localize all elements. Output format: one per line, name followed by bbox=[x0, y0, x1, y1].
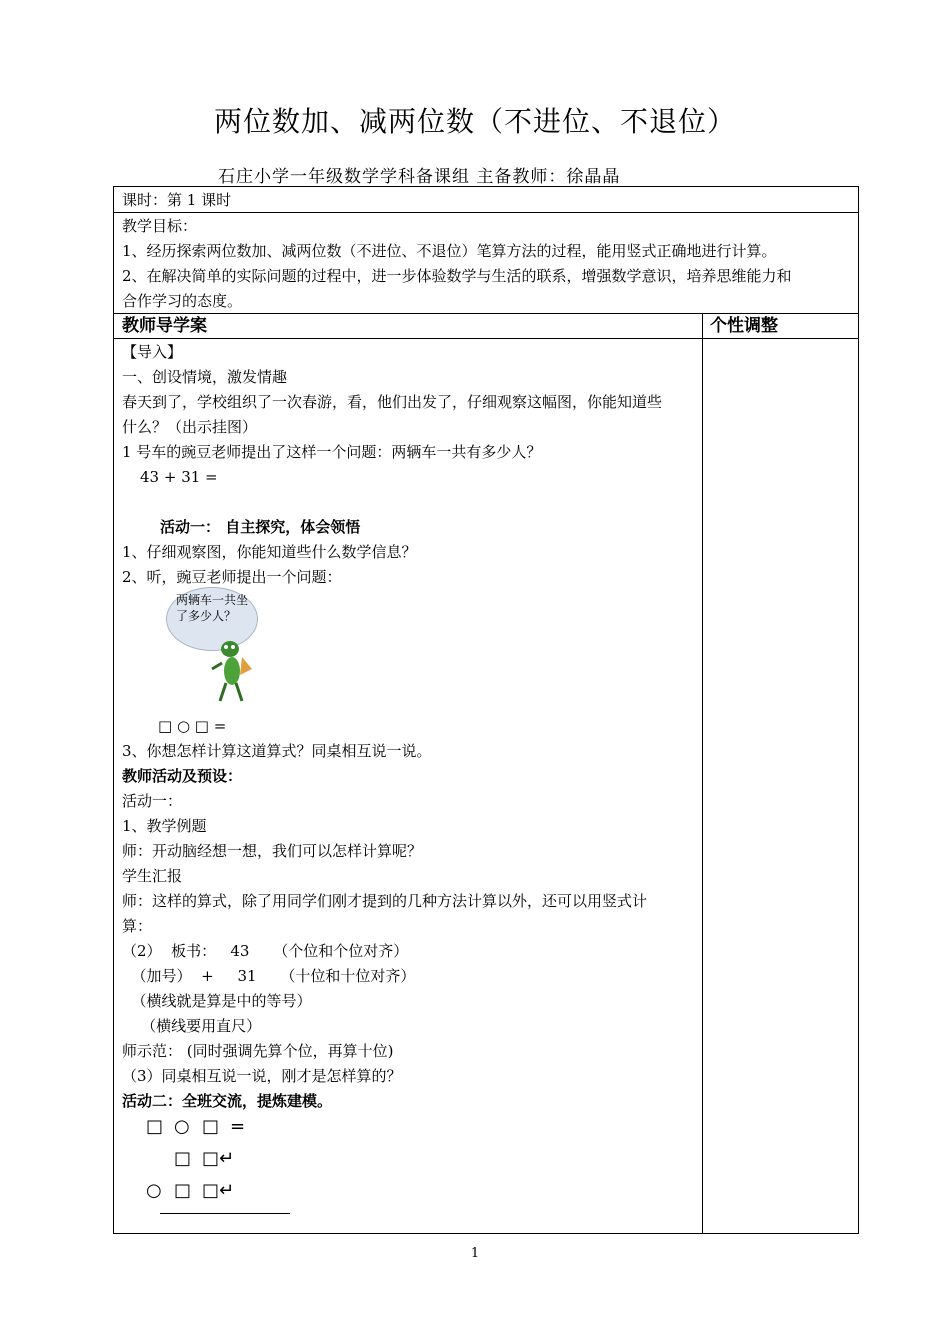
box-symbol: □ bbox=[146, 1116, 164, 1137]
content-line: （加号） + 31 （十位和十位对齐） bbox=[122, 967, 416, 985]
subtitle: 石庄小学一年级数学学科备课组 主备教师：徐晶晶 bbox=[218, 167, 621, 187]
equals-symbol: = bbox=[230, 1116, 246, 1137]
content-line: 师示范： (同时强调先算个位，再算十位) bbox=[122, 1042, 394, 1060]
teacher-activity-heading: 教师活动及预设： bbox=[122, 767, 243, 785]
page-number: 1 bbox=[470, 1246, 480, 1261]
pea-teacher-icon bbox=[210, 635, 254, 705]
activity1-title: 活动一： 自主探究，体会领悟 bbox=[160, 518, 361, 536]
box-symbol: □↵ bbox=[202, 1148, 235, 1169]
content-line: （横线要用直尺） bbox=[122, 1017, 262, 1035]
content-line: 算： bbox=[122, 917, 153, 935]
content-line: 2、听，豌豆老师提出一个问题： bbox=[122, 568, 342, 586]
goals-heading: 教学目标： bbox=[122, 217, 198, 235]
content-line: 学生汇报 bbox=[122, 867, 183, 885]
content-line: 春天到了，学校组织了一次春游，看，他们出发了，仔细观察这幅图，你能知道些 bbox=[122, 393, 663, 411]
activity2-title: 活动二：全班交流，提炼建模。 bbox=[122, 1092, 333, 1110]
circle-symbol: ○ bbox=[174, 1116, 190, 1137]
content-line: （3）同桌相互说一说，刚才是怎样算的？ bbox=[122, 1067, 402, 1085]
content-line: 【导入】 bbox=[122, 343, 183, 361]
column-header-adjust: 个性调整 bbox=[710, 316, 778, 336]
vertical-form-row bbox=[146, 1111, 258, 1143]
column-header-teacher: 教师导学案 bbox=[122, 316, 207, 336]
speech-bubble-text: 两辆车一共坐了多少人？ bbox=[176, 593, 249, 623]
content-line: 师：这样的算式，除了用同学们刚才提到的几种方法计算以外，还可以用竖式计 bbox=[122, 892, 648, 910]
lesson-content bbox=[122, 340, 698, 590]
content-line: 一、创设情境，激发情趣 bbox=[122, 368, 288, 386]
goal-item: 2、在解决简单的实际问题的过程中，进一步体验数学与生活的联系，增强数学意识，培养思维能力和 bbox=[122, 267, 792, 285]
page-title: 两位数加、减两位数（不进位、不退位） bbox=[213, 105, 736, 138]
circle-symbol: ○ bbox=[146, 1180, 162, 1201]
vertical-form-row bbox=[146, 1175, 258, 1207]
content-line: 1、仔细观察图，你能知道些什么数学信息？ bbox=[122, 543, 417, 561]
goals-section bbox=[122, 214, 852, 314]
goal-item: 合作学习的态度。 bbox=[122, 292, 243, 310]
content-line: 什么？（出示挂图） bbox=[122, 418, 258, 436]
content-line: 师：开动脑经想一想，我们可以怎样计算呢？ bbox=[122, 842, 423, 860]
equation-line: 43 + 31 = bbox=[140, 468, 218, 486]
box-symbol: □↵ bbox=[202, 1180, 235, 1201]
column-divider bbox=[702, 313, 703, 1233]
content-line: （横线就是算是中的等号） bbox=[122, 992, 312, 1010]
content-line: 1、教学例题 bbox=[122, 817, 207, 835]
content-line: 3、你想怎样计算这道算式？同桌相互说一说。 bbox=[122, 742, 432, 760]
box-symbol: □ bbox=[174, 1180, 192, 1201]
vertical-form bbox=[146, 1111, 258, 1207]
goal-item: 1、经历探索两位数加、减两位数（不进位、不退位）笔算方法的过程，能用竖式正确地进行计算。 bbox=[122, 242, 777, 260]
formula-boxes: □ ○ □ = bbox=[158, 717, 227, 735]
content-line: 1 号车的豌豆老师提出了这样一个问题：两辆车一共有多少人？ bbox=[122, 443, 542, 461]
content-line: 活动一： bbox=[122, 792, 183, 810]
content-line: （2） 板书： 43 （个位和个位对齐） bbox=[122, 942, 409, 960]
box-symbol: □ bbox=[202, 1116, 220, 1137]
period-label: 课时：第 1 课时 bbox=[122, 191, 232, 209]
lesson-table bbox=[113, 186, 859, 1234]
vertical-form-row bbox=[146, 1143, 258, 1175]
lesson-content-2 bbox=[122, 739, 698, 1114]
answer-line bbox=[160, 1213, 290, 1214]
box-symbol: □ bbox=[174, 1148, 192, 1169]
